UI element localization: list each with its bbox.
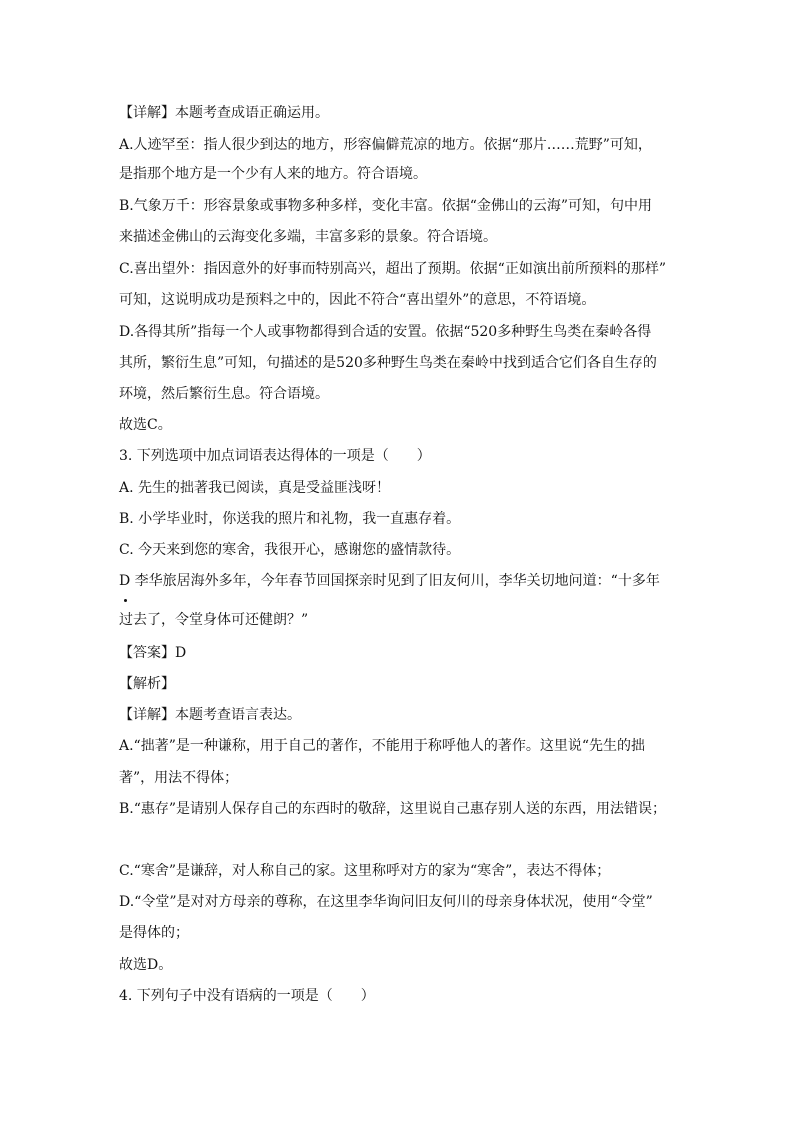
answer-choice-q3: 故选D。 bbox=[119, 957, 173, 973]
q3-explanation-d-line-2: 是得体的； bbox=[119, 925, 189, 941]
explanation-c-line-1: C.喜出望外：指因意外的好事而特别高兴，超出了预期。依据“正如演出前所预料的那样” bbox=[119, 261, 666, 277]
question-3-option-d-line-2: 过去了，令堂身体可还健朗？” bbox=[119, 612, 309, 628]
analysis-heading-q2: 【详解】本题考查成语正确运用。 bbox=[119, 105, 329, 121]
q3-explanation-c: C.“寒舍”是谦辞，对人称自己的家。这里称呼对方的家为“寒舍”，表达不得体； bbox=[119, 863, 611, 879]
emphasis-dot bbox=[124, 599, 127, 602]
explanation-a-line-2: 是指那个地方是一个少有人来的地方。符合语境。 bbox=[119, 166, 427, 182]
explanation-d-line-1: D.各得其所”指每一个人或事物都得到合适的安置。依据“520多种野生鸟类在秦岭各得 bbox=[119, 324, 652, 340]
explanation-c-line-2: 可知，这说明成功是预料之中的，因此不符合“喜出望外”的意思，不符语境。 bbox=[119, 292, 596, 308]
question-3-stem: 3. 下列选项中加点词语表达得体的一项是（ ） bbox=[119, 448, 431, 464]
q3-explanation-d-line-1: D.“令堂”是对对方母亲的尊称，在这里李华询问旧友何川的母亲身体状况，使用“令堂” bbox=[119, 894, 653, 910]
q3-explanation-a-line-1: A.“拙著”是一种谦称，用于自己的著作，不能用于称呼他人的著作。这里说“先生的拙 bbox=[119, 738, 646, 754]
analysis-heading-q3: 【详解】本题考查语言表达。 bbox=[119, 707, 301, 723]
question-3-option-b: B. 小学毕业时，你送我的照片和礼物，我一直惠存着。 bbox=[119, 511, 461, 527]
q3-explanation-a-line-2: 著”，用法不得体； bbox=[119, 770, 239, 786]
question-3-option-d-line-1: D 李华旅居海外多年，今年春节回国探亲时见到了旧友何川，李华关切地问道：“十多年 bbox=[119, 573, 660, 589]
question-3-option-c: C. 今天来到您的寒舍，我很开心，感谢您的盛情款待。 bbox=[119, 542, 461, 558]
q3-explanation-b: B.“惠存”是请别人保存自己的东西时的敬辞，这里说自己惠存别人送的东西，用法错误； bbox=[119, 801, 667, 817]
explanation-b-line-1: B.气象万千：形容景象或事物多种多样，变化丰富。依据“金佛山的云海”可知，句中用 bbox=[119, 198, 653, 214]
answer-label-q3: 【答案】D bbox=[119, 645, 187, 661]
question-4-stem: 4. 下列句子中没有语病的一项是（ ） bbox=[119, 988, 375, 1004]
explanation-a-line-1: A.人迹罕至：指人很少到达的地方，形容偏僻荒凉的地方。依据“那片……荒野”可知， bbox=[119, 137, 652, 153]
answer-choice-q2: 故选C。 bbox=[119, 417, 172, 433]
explanation-d-line-3: 环境，然后繁衍生息。符合语境。 bbox=[119, 386, 329, 402]
explanation-d-line-2: 其所，繁衍生息”可知，句描述的是520多种野生鸟类在秦岭中找到适合它们各自生存的 bbox=[119, 355, 657, 371]
explanation-b-line-2: 来描述金佛山的云海变化多端，丰富多彩的景象。符合语境。 bbox=[119, 229, 497, 245]
question-3-option-a: A. 先生的拙著我已阅读，真是受益匪浅呀！ bbox=[119, 480, 391, 496]
analysis-label-q3: 【解析】 bbox=[119, 676, 175, 692]
